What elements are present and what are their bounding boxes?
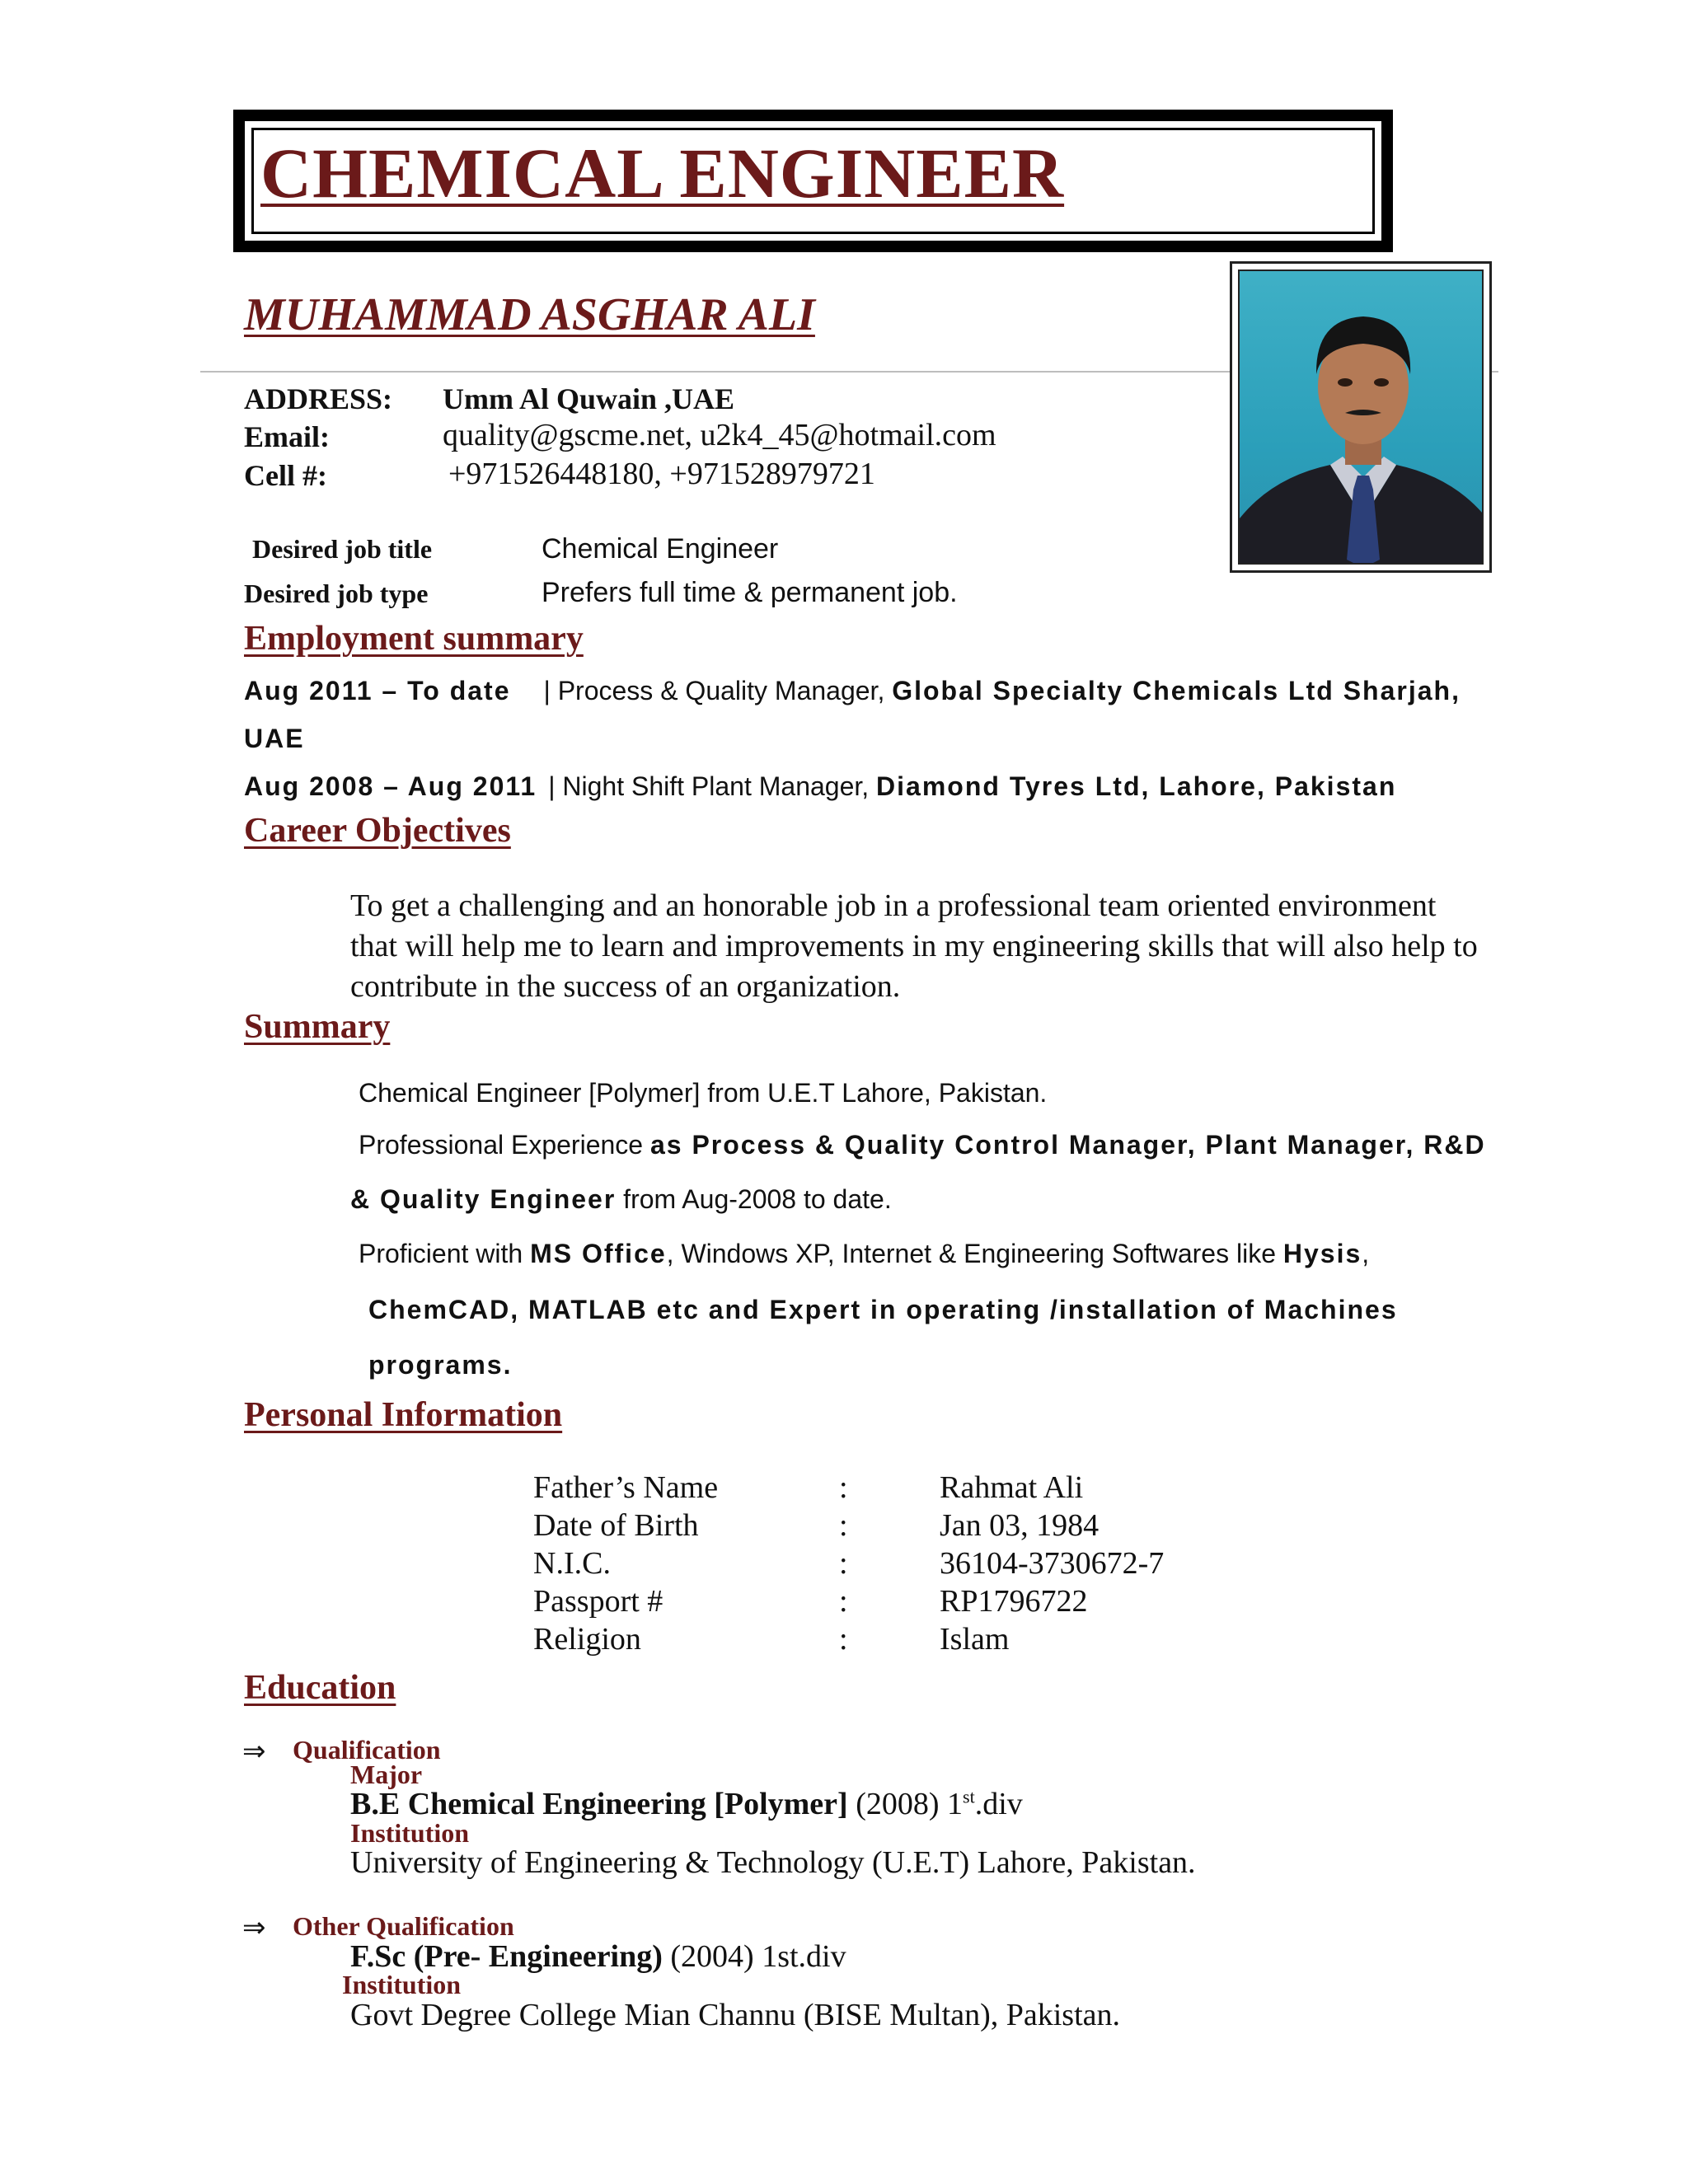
personal-sep: : [839, 1546, 848, 1581]
desired-job-type-value: Prefers full time & permanent job. [542, 577, 958, 608]
career-objectives-heading: Career Objectives [244, 812, 511, 850]
summary-text: Professional Experience [359, 1130, 650, 1160]
desired-job-title-value: Chemical Engineer [542, 533, 779, 565]
personal-value: Rahmat Ali [940, 1470, 1084, 1505]
employment-role: | Night Shift Plant Manager, [548, 771, 877, 801]
personal-label: Passport # [533, 1584, 663, 1619]
personal-sep: : [839, 1508, 848, 1543]
summary-line [350, 1184, 892, 1215]
personal-label: N.I.C. [533, 1546, 611, 1581]
personal-sep: : [839, 1622, 848, 1657]
profile-photo [1238, 269, 1484, 565]
cell-value: +971526448180, +971528979721 [448, 457, 875, 491]
summary-text: , [1362, 1239, 1370, 1268]
summary-line [359, 1239, 1369, 1269]
email-value[interactable]: quality@gscme.net, u2k4_45@hotmail.com [443, 418, 996, 452]
institution-label: Institution [350, 1818, 470, 1848]
profile-photo-frame [1230, 261, 1492, 573]
desired-job-title-label: Desired job title [252, 534, 433, 564]
personal-value: Islam [940, 1622, 1010, 1657]
summary-line: programs. [368, 1350, 513, 1380]
major-label: Major [350, 1760, 423, 1789]
summary-line: Chemical Engineer [Polymer] from U.E.T Lahore, Pakistan. [359, 1078, 1048, 1108]
other-qualification-label: Other Qualification [293, 1911, 514, 1941]
degree-div: .div [974, 1787, 1023, 1821]
degree-year: (2004) 1st.div [662, 1939, 846, 1974]
summary-text-bold: as Process & Quality Control Manager, Plant Manager, R&D [649, 1130, 1486, 1160]
employment-role: | Process & Quality Manager, [543, 676, 893, 705]
summary-text-bold: & Quality Engineer [350, 1184, 617, 1214]
summary-heading: Summary [244, 1008, 391, 1046]
employment-dates: Aug 2008 – Aug 2011 [244, 771, 537, 801]
employment-entry [244, 676, 1461, 706]
summary-line [359, 1130, 1486, 1160]
degree-name: B.E Chemical Engineering [Polymer] [350, 1787, 848, 1821]
employment-dates: Aug 2011 – To date [244, 676, 511, 705]
summary-line: ChemCAD, MATLAB etc and Expert in operating /installation of Machines [368, 1295, 1398, 1324]
personal-sep: : [839, 1470, 848, 1505]
personal-value: 36104-3730672-7 [940, 1546, 1165, 1581]
qualification-label: Qualification [293, 1735, 441, 1765]
email-label: Email: [244, 420, 330, 453]
personal-value: Jan 03, 1984 [940, 1508, 1100, 1543]
address-label: ADDRESS: [244, 382, 393, 415]
personal-sep: : [839, 1584, 848, 1619]
degree-name: F.Sc (Pre- Engineering) [350, 1939, 663, 1974]
personal-label: Date of Birth [533, 1508, 699, 1543]
degree-sup: st [963, 1786, 975, 1807]
personal-label: Religion [533, 1622, 641, 1657]
arrow-icon: ⇒ [242, 1736, 266, 1767]
arrow-icon: ⇒ [242, 1913, 266, 1943]
cell-label: Cell #: [244, 459, 327, 492]
personal-info-heading: Personal Information [244, 1396, 563, 1434]
personal-value: RP1796722 [940, 1584, 1088, 1619]
summary-text: , Windows XP, Internet & Engineering Softwares like [666, 1239, 1283, 1268]
objective-line: To get a challenging and an honorable job in a professional team oriented environment [350, 888, 1437, 923]
institution-name: University of Engineering & Technology (U.E.T) Lahore, Pakistan. [350, 1845, 1196, 1880]
employment-company-cont: UAE [244, 724, 305, 753]
institution-label: Institution [342, 1970, 462, 1999]
degree-line [350, 1786, 1023, 1822]
objective-line: contribute in the success of an organization. [350, 969, 901, 1004]
page-title: CHEMICAL ENGINEER [260, 134, 1065, 213]
employment-entry [244, 771, 1396, 802]
summary-text-bold: MS Office [530, 1239, 667, 1268]
person-name: MUHAMMAD ASGHAR ALI [244, 289, 815, 340]
employment-summary-heading: Employment summary [244, 620, 584, 658]
institution-name: Govt Degree College Mian Channu (BISE Multan), Pakistan. [350, 1998, 1121, 2032]
summary-text: from Aug-2008 to date. [616, 1184, 892, 1214]
summary-text-bold: Hysis [1282, 1239, 1362, 1268]
summary-text: Proficient with [359, 1239, 531, 1268]
desired-job-type-label: Desired job type [244, 579, 429, 608]
employment-company: Global Specialty Chemicals Ltd Sharjah, [892, 676, 1461, 705]
personal-label: Father’s Name [533, 1470, 719, 1505]
objective-line: that will help me to learn and improvements in my engineering skills that will also help to [350, 929, 1478, 963]
degree-year: (2008) 1 [847, 1787, 964, 1821]
address-value: Umm Al Quwain ,UAE [443, 382, 735, 415]
education-heading: Education [244, 1669, 396, 1707]
employment-company: Diamond Tyres Ltd, Lahore, Pakistan [876, 771, 1397, 801]
